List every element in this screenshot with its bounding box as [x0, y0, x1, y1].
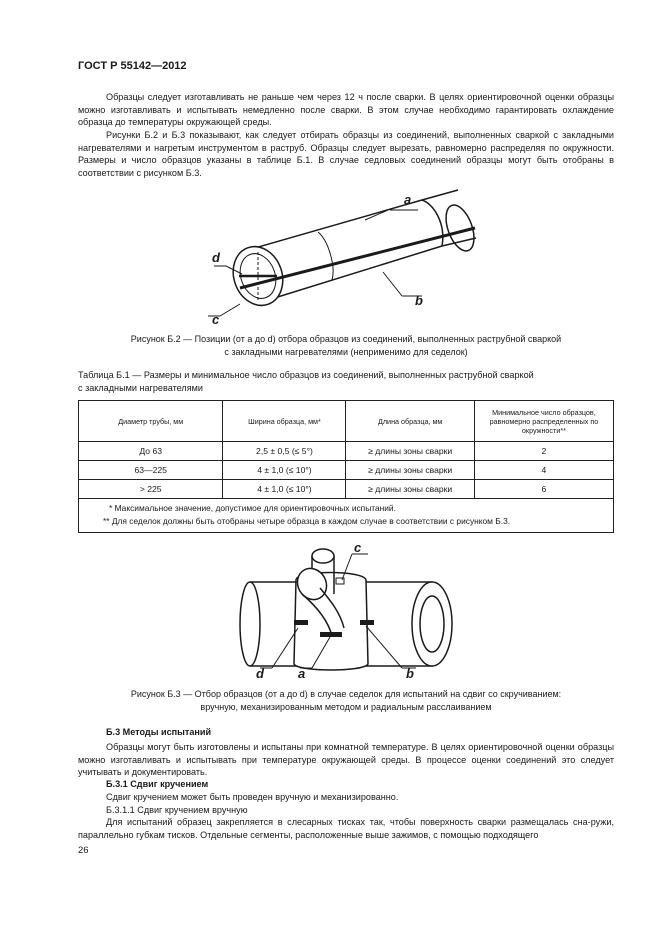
table-cell: ≥ длины зоны сварки — [346, 480, 474, 499]
table-cell: ≥ длины зоны сварки — [346, 461, 474, 480]
table-notes — [79, 499, 614, 533]
paragraph-4-text: Сдвиг кручением может быть проведен вручную и механизированно. — [106, 792, 399, 802]
paragraph-2-text: Рисунки Б.2 и Б.3 показывают, как следует отбирать образцы из соединений, выполненных сваркой с закладными нагревателями и нагретым инструментом в раструб. Образцы следует вырезать, равномерно распределяя по окружности. Размеры и число образцов указаны в таблице Б.1. В случае седловых соединений образцы могут быть отобраны в соответствии с рисунком Б.3. — [78, 130, 614, 178]
figure-b2-caption-1: Рисунок Б.2 — Позиции (от a до d) отбора образцов из соединений, выполненных раструбной сваркой — [130, 334, 562, 344]
table-b1 — [78, 400, 614, 533]
fig3-label-b: b — [406, 666, 414, 680]
table-cell: 4 — [474, 461, 613, 480]
figure-b3-caption-2: вручную, механизированным методом и радиальным расслаиванием — [200, 701, 492, 712]
subsection-heading: Б.3.1 Сдвиг кручением — [106, 779, 209, 789]
table-cell: 4 ± 1,0 (≤ 10°) — [223, 461, 346, 480]
table-cell: ≥ длины зоны сварки — [346, 442, 474, 461]
figure-b3-drawing — [236, 540, 466, 680]
table-header-row — [79, 401, 614, 442]
paragraph-3-text: Образцы могут быть изготовлены и испытаны при комнатной температуре. В целях ориентировочной оценки образцы можно изготавливать и испытывать при температуре окружающей среды. В процессе оценки соединений это следует учитывать и документировать. — [78, 742, 614, 778]
subsubsection-heading — [78, 804, 614, 817]
fig3-label-c: c — [354, 540, 362, 555]
fig3-label-d: d — [256, 666, 264, 680]
table-cell: 2 — [474, 442, 613, 461]
table-cell: 2,5 ± 0,5 (≤ 5°) — [223, 442, 346, 461]
table-cell: До 63 — [79, 442, 223, 461]
table-cell: 63—225 — [79, 461, 223, 480]
section-heading: Б.3 Методы испытаний — [106, 727, 212, 737]
paragraph-1 — [78, 91, 614, 129]
fig2-label-c: c — [212, 312, 220, 327]
paragraph-4 — [78, 791, 614, 804]
table-header-cell: Длина образца, мм — [346, 401, 474, 442]
table-notes-row — [79, 499, 614, 533]
table-title-2: с закладными нагревателями — [78, 382, 203, 393]
table-header-cell: Диаметр трубы, мм — [79, 401, 223, 442]
fig2-label-a: a — [404, 192, 412, 207]
paragraph-3 — [78, 741, 614, 779]
page-number: 26 — [78, 845, 89, 856]
fig2-label-b: b — [415, 293, 423, 308]
table-header-cell: Минимальное число образцов, равномерно распределенных по окружности** — [474, 401, 613, 442]
paragraph-2 — [78, 129, 614, 179]
table-note-1: * Максимальное значение, допустимое для ориентировочных испытаний. — [109, 503, 396, 513]
table-cell: > 225 — [79, 480, 223, 499]
table-row — [79, 442, 614, 461]
paragraph-5 — [78, 816, 614, 841]
figure-b3-caption-1: Рисунок Б.3 — Отбор образцов (от a до d) в случае седелок для испытаний на сдвиг со скручиванием: — [130, 689, 562, 699]
table-title-1: Таблица Б.1 — Размеры и минимальное число образцов из соединений, выполненных раструбной сваркой — [78, 370, 534, 380]
table-cell: 6 — [474, 480, 613, 499]
table-note-2: ** Для седелок должны быть отобраны четыре образца в каждом случае в соответствии с рисунком Б.3. — [103, 516, 511, 526]
subsubsection-text: Б.3.1.1 Сдвиг кручением вручную — [106, 804, 248, 815]
figure-b2-drawing — [190, 188, 490, 328]
paragraph-5-text: Для испытаний образец закрепляется в слесарных тисках так, чтобы поверхность сварки размещалась сна-ружи, параллельно губкам тисков. Отдельные сегменты, расположенные выше зажимов, с помощью подходящего — [78, 817, 614, 840]
table-header-cell: Ширина образца, мм* — [223, 401, 346, 442]
fig2-label-d: d — [212, 250, 220, 265]
table-row — [79, 480, 614, 499]
figure-b2-caption-2: с закладными нагревателями (неприменимо для седелок) — [224, 346, 468, 357]
table-row — [79, 461, 614, 480]
fig3-label-a: a — [298, 666, 306, 680]
table-cell: 4 ± 1,0 (≤ 10°) — [223, 480, 346, 499]
paragraph-1-text: Образцы следует изготавливать не раньше чем через 12 ч после сварки. В целях ориентировочной оценки образцы можно изготавливать и испытывать немедленно после сварки. В этом случае необходимо гарантировать охлаждение образца до температуры окружающей среды. — [78, 92, 614, 128]
document-header: ГОСТ Р 55142—2012 — [78, 60, 187, 72]
